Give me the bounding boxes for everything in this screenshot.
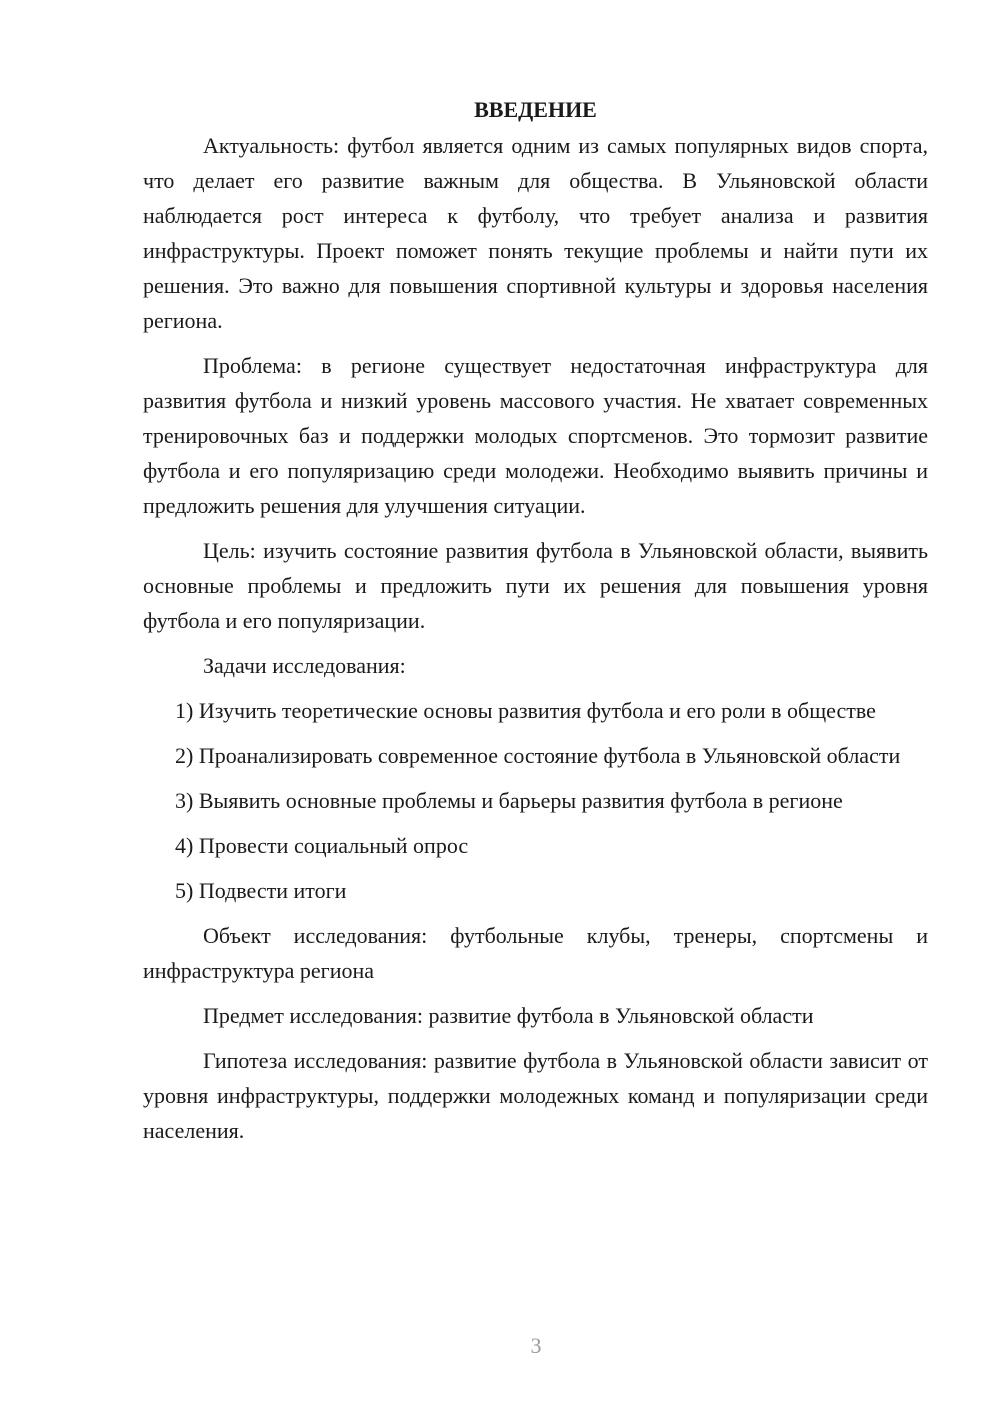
relevance-paragraph: Актуальность: футбол является одним из самых популярных видов спорта, что делает его развитие важным для общества. В Ульяновской области наблюдается рост интереса к футболу, что требует анализа и развития инфраструктуры. Проект поможет понять текущие проблемы и найти пути их решения. Это важно для повышения спортивной культуры и здоровья населения региона. <box>143 133 928 333</box>
goal-paragraph: Цель: изучить состояние развития футбола в Ульяновской области, выявить основные проблемы и предложить пути их решения для повышения уровня футбола и его популяризации. <box>143 538 928 633</box>
object-paragraph: Объект исследования: футбольные клубы, тренеры, спортсмены и инфраструктура региона <box>143 923 928 983</box>
hypothesis-paragraph: Гипотеза исследования: развитие футбола в Ульяновской области зависит от уровня инфраструктуры, поддержки молодежных команд и популяризации среди населения. <box>143 1048 928 1143</box>
task-item: 4) Провести социальный опрос <box>175 833 469 858</box>
tasks-heading: Задачи исследования: <box>203 653 406 678</box>
page-number: 3 <box>530 1333 542 1358</box>
task-item: 5) Подвести итоги <box>175 878 347 903</box>
problem-paragraph: Проблема: в регионе существует недостаточная инфраструктура для развития футбола и низкий уровень массового участия. Не хватает современных тренировочных баз и поддержки молодых спортсменов. Это тормозит развитие футбола и его популяризацию среди молодежи. Необходимо выявить причины и предложить решения для улучшения ситуации. <box>143 353 928 518</box>
subject-paragraph: Предмет исследования: развитие футбола в Ульяновской области <box>203 1003 814 1028</box>
task-item: 2) Проанализировать современное состояние футбола в Ульяновской области <box>175 743 901 768</box>
task-item: 1) Изучить теоретические основы развития футбола и его роли в обществе <box>175 698 876 723</box>
document-body <box>143 92 928 1158</box>
task-item: 3) Выявить основные проблемы и барьеры развития футбола в регионе <box>175 788 843 813</box>
section-heading: ВВЕДЕНИЕ <box>474 97 597 122</box>
